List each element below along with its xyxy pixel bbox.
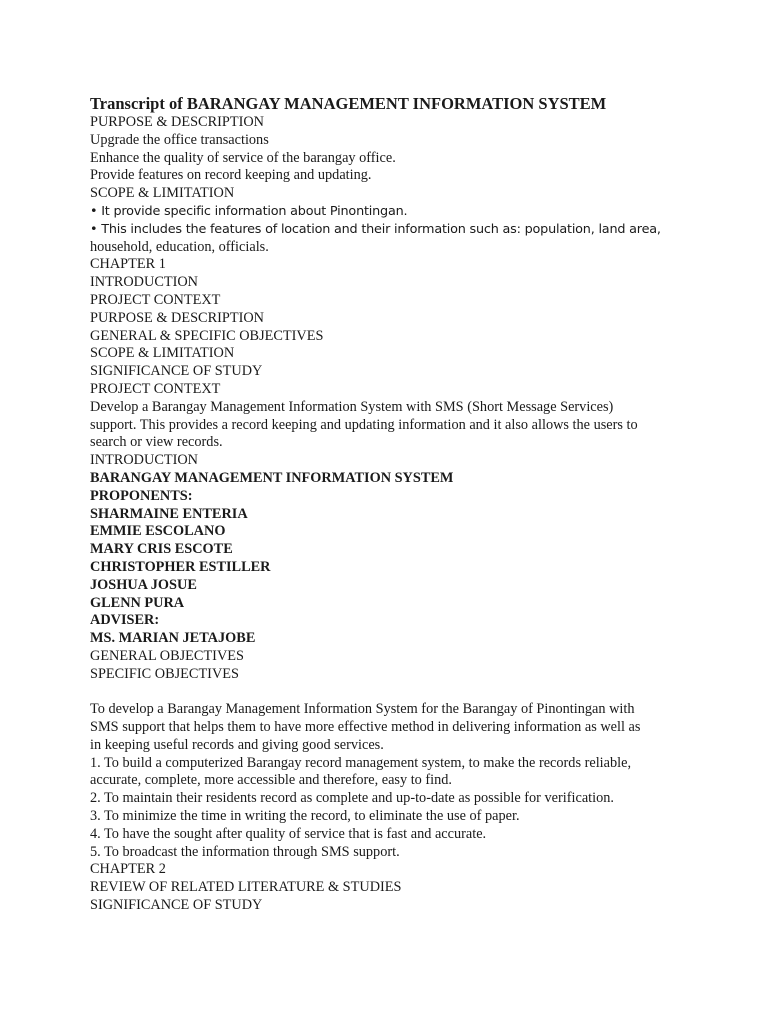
document-title: Transcript of BARANGAY MANAGEMENT INFORMATION SYSTEM: [90, 94, 607, 113]
text-line: PURPOSE & DESCRIPTION: [90, 309, 264, 326]
text-line: GENERAL OBJECTIVES: [90, 647, 244, 664]
text-line: REVIEW OF RELATED LITERATURE & STUDIES: [90, 879, 402, 896]
text-line: Develop a Barangay Management Information System with SMS (Short Message Services): [90, 398, 614, 415]
text-line: SIGNIFICANCE OF STUDY: [90, 363, 263, 380]
text-line: MARY CRIS ESCOTE: [90, 541, 233, 558]
text-line: INTRODUCTION: [90, 274, 199, 291]
document-body: [90, 114, 730, 915]
text-line: CHAPTER 1: [90, 256, 166, 273]
text-line: MS. MARIAN JETAJOBE: [90, 630, 256, 647]
text-line: BARANGAY MANAGEMENT INFORMATION SYSTEM: [90, 469, 454, 486]
text-line: 1. To build a computerized Barangay record management system, to make the records reliable,: [90, 754, 632, 771]
document-page: [90, 94, 730, 915]
text-line: PROJECT CONTEXT: [90, 291, 221, 308]
text-line: SCOPE & LIMITATION: [90, 345, 235, 362]
text-line: support. This provides a record keeping and updating information and it also allows the users to: [90, 416, 638, 433]
text-line: SMS support that helps them to have more effective method in delivering information as well as: [90, 719, 641, 736]
text-line: in keeping useful records and giving good services.: [90, 736, 384, 753]
text-line: CHAPTER 2: [90, 861, 166, 878]
text-line: PROJECT CONTEXT: [90, 380, 221, 397]
text-line: GENERAL & SPECIFIC OBJECTIVES: [90, 327, 324, 344]
text-line: SHARMAINE ENTERIA: [90, 505, 248, 522]
text-line: accurate, complete, more accessible and therefore, easy to find.: [90, 772, 453, 789]
text-line: ADVISER:: [90, 612, 160, 629]
text-line: 2. To maintain their residents record as complete and up-to-date as possible for verification.: [90, 790, 614, 807]
text-line: 4. To have the sought after quality of service that is fast and accurate.: [90, 825, 487, 842]
text-line: SIGNIFICANCE OF STUDY: [90, 897, 263, 914]
text-line: • This includes the features of location and their information such as: population, land area,: [90, 221, 661, 237]
text-line: INTRODUCTION: [90, 452, 199, 469]
text-line: household, education, officials.: [90, 238, 269, 255]
text-line: SPECIFIC OBJECTIVES: [90, 665, 239, 682]
blank-line: [90, 684, 730, 702]
text-line: Enhance the quality of service of the barangay office.: [90, 149, 396, 166]
text-line: Upgrade the office transactions: [90, 131, 269, 148]
text-line: JOSHUA JOSUE: [90, 576, 197, 593]
text-line: EMMIE ESCOLANO: [90, 523, 226, 540]
text-line: SCOPE & LIMITATION: [90, 185, 235, 202]
text-line: Provide features on record keeping and updating.: [90, 167, 372, 184]
text-line: To develop a Barangay Management Information System for the Barangay of Pinontingan with: [90, 701, 635, 718]
text-line: search or view records.: [90, 434, 223, 451]
text-line: GLENN PURA: [90, 594, 185, 611]
text-line: 3. To minimize the time in writing the record, to eliminate the use of paper.: [90, 808, 520, 825]
text-line: PURPOSE & DESCRIPTION: [90, 114, 264, 130]
text-line: 5. To broadcast the information through SMS support.: [90, 843, 400, 860]
text-line: PROPONENTS:: [90, 487, 193, 504]
text-line: CHRISTOPHER ESTILLER: [90, 558, 271, 575]
text-line: • It provide specific information about Pinontingan.: [90, 203, 408, 219]
